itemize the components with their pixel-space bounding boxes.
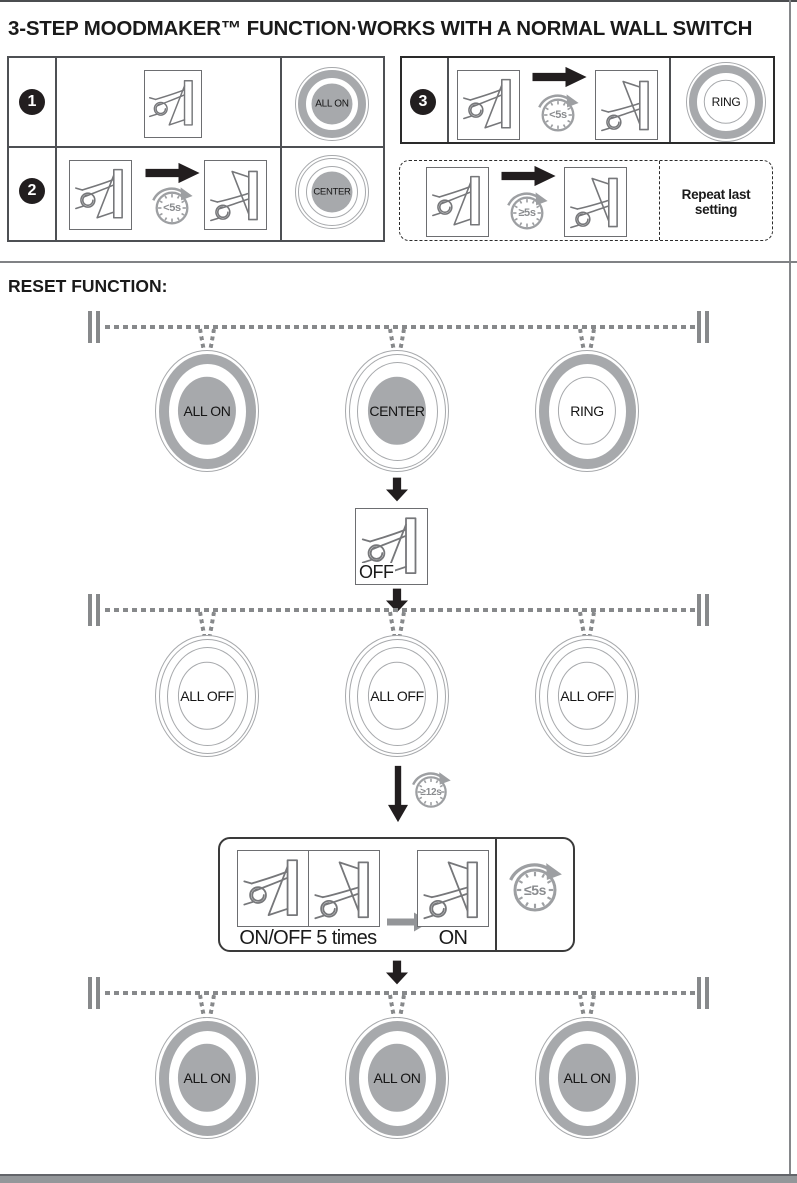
repeat-last-setting-label: Repeat last setting (681, 186, 751, 217)
box-divider (669, 58, 671, 142)
lamp-all-on (155, 350, 259, 472)
lamp-core (178, 1044, 236, 1112)
line-end-mark (697, 311, 701, 343)
box-divider (280, 58, 282, 240)
line-end-mark (88, 311, 92, 343)
step-3-badge: 3 (410, 89, 436, 115)
long-down-arrow-icon (388, 763, 408, 825)
lamp-label: CENTER (313, 186, 351, 198)
lamp-all-on (345, 1017, 449, 1139)
wall-switch-icon (69, 160, 132, 230)
line-end-mark (705, 977, 709, 1009)
section-divider (0, 261, 797, 263)
lamp-drop-wire (578, 995, 586, 1019)
wall-switch-icon (426, 167, 489, 237)
lamp-all-on (535, 1017, 639, 1139)
steps-1-2-box (7, 56, 385, 242)
lamp-all-on (155, 1017, 259, 1139)
lamp-drop-wire (388, 612, 396, 636)
lamp-drop-wire (398, 612, 406, 636)
timer-clock-icon (409, 770, 453, 814)
box-divider (9, 146, 383, 148)
wall-switch-icon (308, 850, 380, 927)
lamp-core (368, 1044, 426, 1112)
lamp-all-on (295, 67, 369, 141)
wall-switch-icon (457, 70, 520, 140)
right-arrow-icon (501, 165, 557, 187)
lamp-label: ALL OFF (370, 687, 424, 704)
lamp-label: CENTER (369, 402, 425, 419)
lamp-drop-wire (198, 995, 206, 1019)
lamp-core (558, 662, 616, 730)
lamp-drop-wire (208, 995, 216, 1019)
lamp-all-off (535, 635, 639, 757)
timer-label: ≥12s (420, 786, 442, 798)
lamp-label: ALL ON (373, 1069, 421, 1086)
reset-procedure-box (218, 837, 575, 952)
box-divider (495, 839, 497, 950)
timer-clock-icon (504, 190, 550, 236)
lamp-all-off (345, 635, 449, 757)
lamp-drop-wire (578, 612, 586, 636)
lamp-core (311, 171, 352, 212)
down-arrow-icon (386, 477, 408, 502)
line-end-mark (705, 311, 709, 343)
timer-label: ≥5s (518, 207, 536, 219)
timer-label: <5s (549, 109, 567, 121)
lamp-center (345, 350, 449, 472)
lamp-drop-wire (388, 995, 396, 1019)
lamp-drop-wire (588, 612, 596, 636)
lamp-label: ALL ON (183, 402, 231, 419)
line-end-mark (88, 594, 92, 626)
box-divider (55, 58, 57, 240)
lamp-ring-mode (686, 62, 766, 142)
lamp-label: ALL ON (563, 1069, 611, 1086)
line-end-mark (697, 977, 701, 1009)
wall-switch-icon (417, 850, 489, 927)
lamp-label: ALL ON (183, 1069, 231, 1086)
line-end-mark (96, 594, 100, 626)
right-arrow-icon (532, 66, 588, 88)
page-top-edge (0, 0, 797, 2)
lamp-drop-wire (198, 612, 206, 636)
step-1-badge: 1 (19, 89, 45, 115)
line-end-mark (697, 594, 701, 626)
timer-clock-icon (535, 92, 581, 138)
lamp-label: ALL OFF (180, 687, 234, 704)
wall-switch-icon (564, 167, 627, 237)
lamp-core (178, 377, 236, 445)
timer-label: <5s (163, 202, 181, 214)
lamp-center (295, 155, 369, 229)
timer-label: ≤5s (523, 882, 547, 898)
lamp-label: ALL OFF (560, 687, 614, 704)
repeat-last-setting-box (399, 160, 773, 241)
lamp-core (368, 377, 426, 445)
lamp-core (368, 662, 426, 730)
lamp-core (558, 1044, 616, 1112)
page-title: 3-STEP MOODMAKER™ FUNCTION·WORKS WITH A NORMAL WALL SWITCH (8, 17, 753, 40)
lamp-ring-mode (535, 350, 639, 472)
step-3-box (400, 56, 775, 144)
line-end-mark (96, 977, 100, 1009)
lamp-core (558, 377, 616, 445)
step-2-badge: 2 (19, 178, 45, 204)
right-arrow-icon (145, 162, 201, 184)
lamp-core (311, 83, 352, 124)
wall-switch-icon (204, 160, 267, 230)
line-end-mark (96, 311, 100, 343)
off-switch-icon (355, 508, 428, 585)
lamp-label: RING (570, 402, 604, 419)
line-end-mark (88, 977, 92, 1009)
lamp-drop-wire (588, 995, 596, 1019)
lamp-drop-wire (208, 612, 216, 636)
lamp-label: RING (711, 94, 741, 109)
line-end-mark (705, 594, 709, 626)
wall-switch-icon (237, 850, 309, 927)
wall-switch-icon (144, 70, 202, 138)
lamp-label: ALL ON (315, 98, 349, 110)
page-bottom-edge (0, 1174, 797, 1183)
onoff-5-times-label: ON/OFF 5 times (239, 927, 377, 949)
timer-clock-icon (149, 185, 195, 231)
lamp-core (178, 662, 236, 730)
off-label: OFF (359, 562, 394, 582)
wall-switch-icon (595, 70, 658, 140)
reset-function-heading: RESET FUNCTION: (8, 276, 168, 296)
lamp-all-off (155, 635, 259, 757)
box-divider (447, 58, 449, 142)
lamp-drop-wire (398, 995, 406, 1019)
page-right-edge (789, 0, 791, 1183)
on-label: ON (438, 927, 468, 949)
timer-clock-icon (505, 860, 565, 920)
